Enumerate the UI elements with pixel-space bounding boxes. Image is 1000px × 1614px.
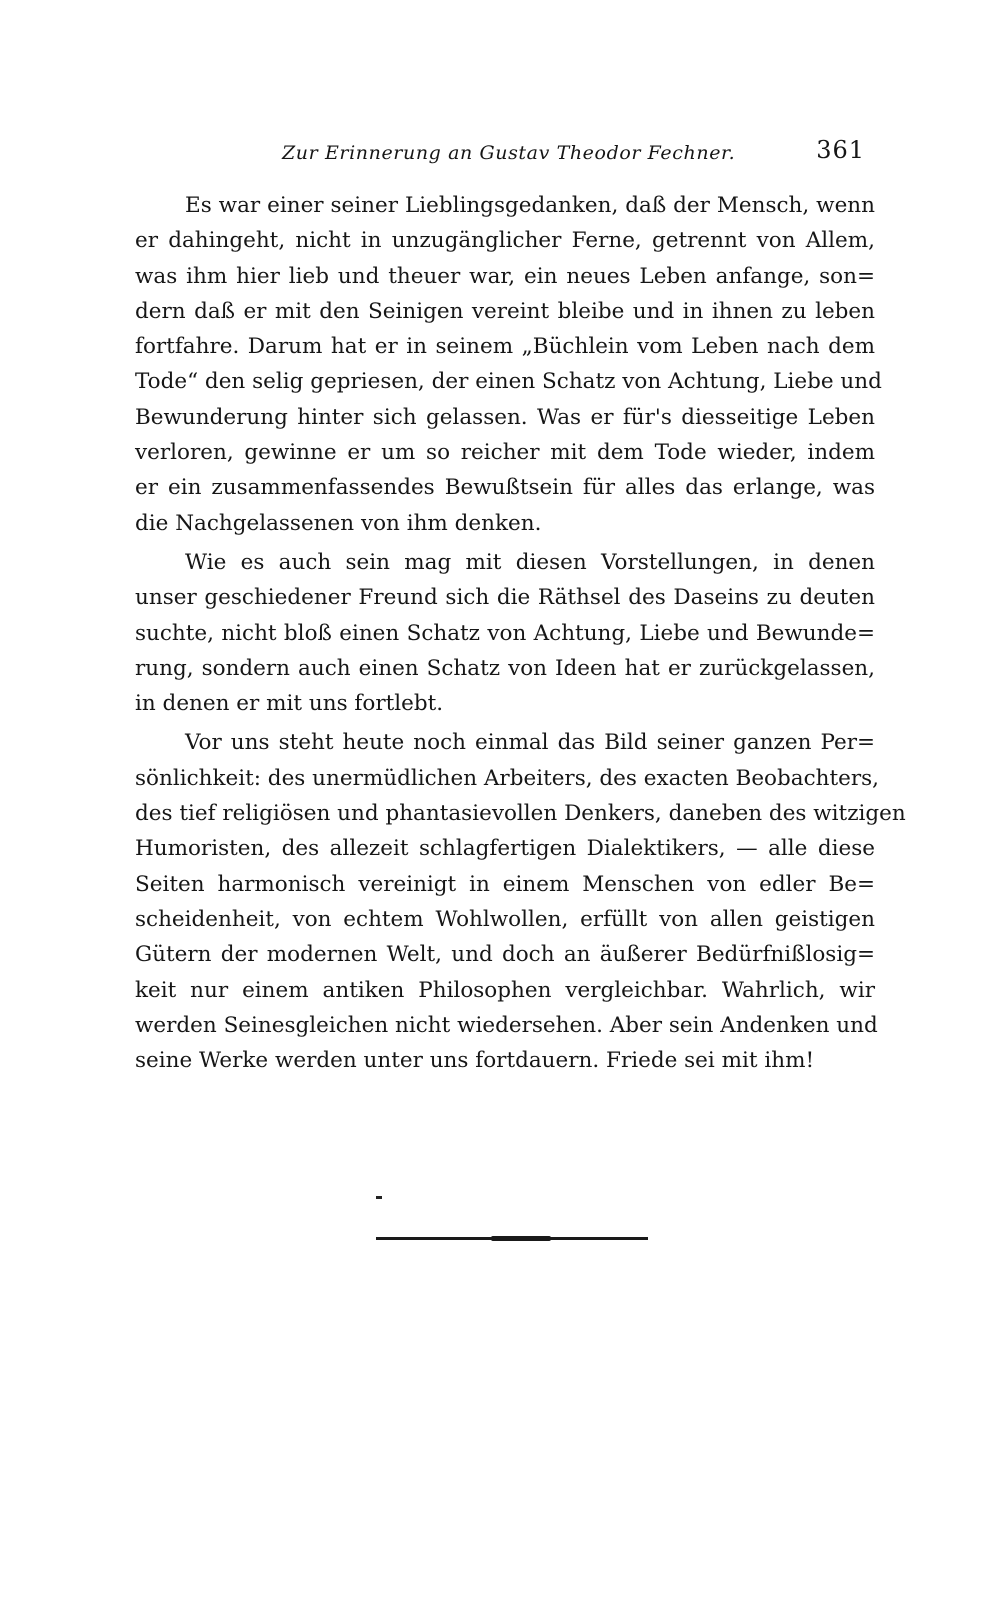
body-text	[135, 188, 906, 1078]
text-line: Vor uns steht heute noch einmal das Bild seiner ganzen Per=	[185, 730, 875, 756]
text-line: werden Seinesgleichen nicht wiedersehen. Aber sein Andenken und	[135, 1012, 878, 1038]
text-line: in denen er mit uns fortlebt.	[135, 691, 444, 717]
text-line: er dahingeht, nicht in unzugänglicher Ferne, getrennt von Allem,	[135, 228, 875, 254]
text-line: verloren, gewinne er um so reicher mit dem Tode wieder, indem	[135, 440, 875, 466]
text-line: Tode“ den selig gepriesen, der einen Schatz von Achtung, Liebe und	[135, 369, 882, 395]
text-line: seine Werke werden unter uns fortdauern. Friede sei mit ihm!	[135, 1048, 815, 1074]
paragraph-3	[135, 725, 906, 1078]
ornament-mark	[376, 1196, 382, 1199]
text-line: Humoristen, des allezeit schlagfertigen Dialektikers, — alle diese	[135, 836, 875, 862]
text-line: was ihm hier lieb und theuer war, ein neues Leben anfange, son=	[135, 263, 875, 289]
text-line: er ein zusammenfassendes Bewußtsein für alles das erlange, was	[135, 475, 875, 501]
text-line: unser geschiedener Freund sich die Räthsel des Daseins zu deuten	[135, 585, 875, 611]
paragraph-2	[135, 545, 875, 721]
text-line: Wie es auch sein mag mit diesen Vorstellungen, in denen	[185, 549, 875, 575]
text-line: rung, sondern auch einen Schatz von Ideen hat er zurückgelassen,	[135, 655, 875, 681]
text-line: suchte, nicht bloß einen Schatz von Achtung, Liebe und Bewunde=	[135, 620, 875, 646]
text-line: die Nachgelassenen von ihm denken.	[135, 510, 542, 536]
end-rule-divider	[376, 1237, 648, 1240]
text-line: Bewunderung hinter sich gelassen. Was er für's diesseitige Leben	[135, 404, 875, 430]
text-line: sönlichkeit: des unermüdlichen Arbeiters, des exacten Beobachters,	[135, 765, 879, 791]
text-line: dern daß er mit den Seinigen vereint bleibe und in ihnen zu leben	[135, 298, 875, 324]
running-head	[135, 136, 865, 176]
text-line: fortfahre. Darum hat er in seinem „Büchlein vom Leben nach dem	[135, 334, 875, 360]
text-line: keit nur einem antiken Philosophen vergleichbar. Wahrlich, wir	[135, 977, 875, 1003]
page-number: 361	[816, 136, 865, 164]
text-line: scheidenheit, von echtem Wohlwollen, erfüllt von allen geistigen	[135, 906, 875, 932]
text-line: Seiten harmonisch vereinigt in einem Menschen von edler Be=	[135, 871, 875, 897]
paragraph-1	[135, 188, 882, 541]
text-line: des tief religiösen und phantasievollen Denkers, daneben des witzigen	[135, 801, 906, 827]
text-line: Es war einer seiner Lieblingsgedanken, daß der Mensch, wenn	[185, 193, 875, 218]
text-line: Gütern der modernen Welt, und doch an äußerer Bedürfnißlosig=	[135, 942, 875, 968]
running-title: Zur Erinnerung an Gustav Theodor Fechner.	[282, 142, 736, 164]
